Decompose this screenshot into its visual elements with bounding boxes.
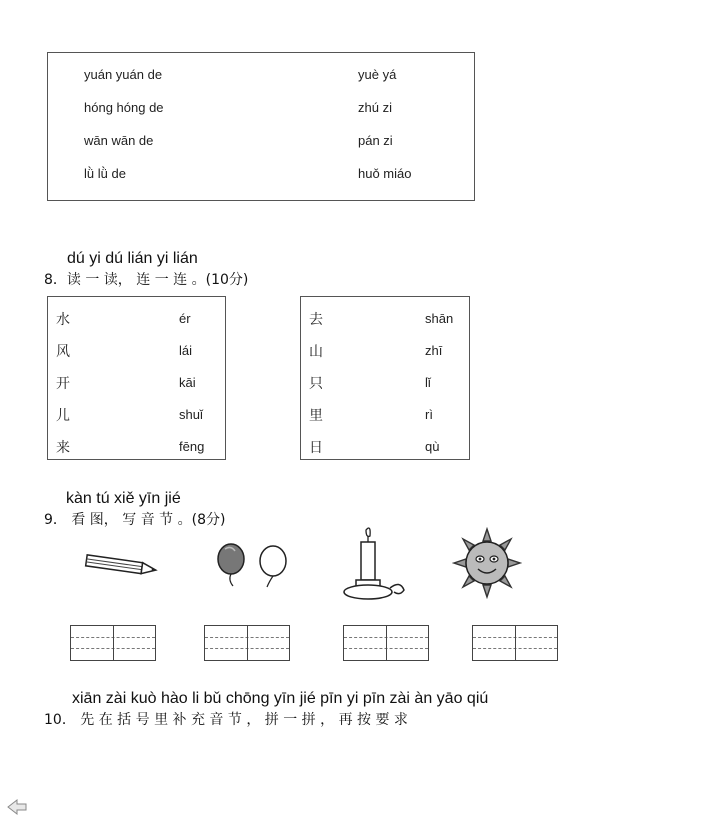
pinyin-writing-box-4[interactable] <box>472 625 558 661</box>
q7-left-1: yuán yuán de <box>84 67 163 82</box>
q8-b2-py-3: lǐ <box>425 375 431 390</box>
q8-b1-py-3: kāi <box>179 375 196 390</box>
q8-b2-hanzi-5: 日 <box>309 440 323 456</box>
back-arrow-icon[interactable] <box>6 798 28 816</box>
q9-pinyin: kàn tú xiě yīn jié <box>66 490 181 507</box>
pinyin-writing-box-2[interactable] <box>204 625 290 661</box>
q8-pinyin: dú yi dú lián yi lián <box>67 250 198 267</box>
q7-left-3: wān wān de <box>84 133 154 148</box>
q8-b2-py-2: zhī <box>425 343 443 358</box>
q7-right-3: pán zi <box>358 133 393 148</box>
pinyin-writing-box-3[interactable] <box>343 625 429 661</box>
candle-icon <box>336 526 408 604</box>
q8-b1-hanzi-4: 儿 <box>56 408 70 424</box>
q8-b1-py-4: shuǐ <box>179 407 203 422</box>
q8-b1-py-1: ér <box>179 311 191 326</box>
q9-title: 9． 看 图， 写 音 节 。(8分) <box>44 512 226 528</box>
q10-pinyin: xiān zài kuò hào li bǔ chōng yīn jié pīn yi pīn zài àn yāo qiú <box>72 690 489 707</box>
q8-b1-hanzi-5: 来 <box>56 440 70 456</box>
q8-b2-py-5: qù <box>425 439 440 454</box>
balloons-icon <box>213 541 293 589</box>
q8-b1-hanzi-3: 开 <box>56 376 70 392</box>
q8-b2-hanzi-3: 只 <box>309 376 323 392</box>
q7-left-4: lǜ lǜ de <box>84 166 126 181</box>
q8-match-box-2 <box>300 296 470 460</box>
q8-b1-py-2: lái <box>179 343 193 358</box>
q10-title: 10． 先 在 括 号 里 补 充 音 节 ， 拼 一 拼 ， 再 按 要 求 <box>44 712 408 728</box>
q7-left-2: hóng hóng de <box>84 100 164 115</box>
q8-b2-py-4: rì <box>425 407 433 422</box>
q7-pinyin-box <box>47 52 475 201</box>
q7-right-1: yuè yá <box>358 67 397 82</box>
q8-b1-hanzi-2: 风 <box>56 344 70 360</box>
q8-b2-hanzi-2: 山 <box>309 344 323 360</box>
q8-match-box-1 <box>47 296 226 460</box>
sun-icon <box>452 527 522 599</box>
q8-title: 8．读 一 读， 连 一 连 。(10分) <box>44 272 249 288</box>
q7-right-2: zhú zi <box>358 100 392 115</box>
q8-b1-py-5: fēng <box>179 439 205 454</box>
q8-b1-hanzi-1: 水 <box>56 312 70 328</box>
q8-b2-py-1: shān <box>425 311 454 326</box>
q8-b2-hanzi-4: 里 <box>309 408 323 424</box>
pinyin-writing-box-1[interactable] <box>70 625 156 661</box>
q7-right-4: huǒ miáo <box>358 166 412 181</box>
q8-b2-hanzi-1: 去 <box>309 312 323 328</box>
pencil-icon <box>84 551 162 581</box>
